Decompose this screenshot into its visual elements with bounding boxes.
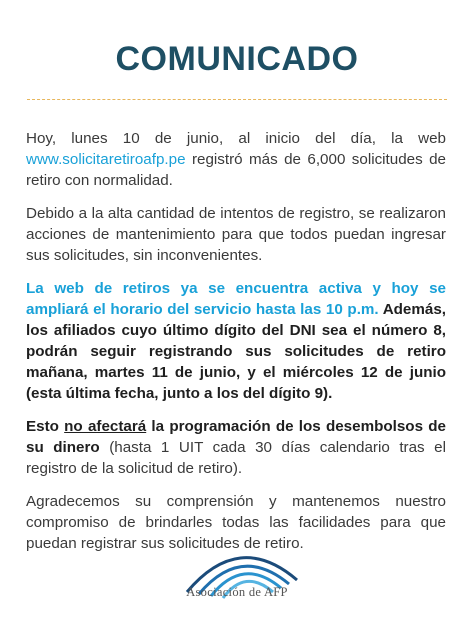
logo-text: Asociación de AFP xyxy=(186,585,288,599)
paragraph-4 xyxy=(26,416,446,479)
paragraph-1-text-a: Hoy, lunes 10 de junio, al inicio del día, la web xyxy=(26,130,446,147)
website-link[interactable]: www.solicitaretiroafp.pe xyxy=(26,151,186,168)
paragraph-3-bold: Además, los afiliados cuyo último dígito del DNI sea el número 8, podrán seguir registrando sus solicitudes de retiro mañana, martes 11 de junio, y el miércoles 12 de junio (esta última fecha, junto a los del dígito 9). xyxy=(26,301,447,402)
paragraph-4-bold-b: la programación de los desembolsos de su dinero xyxy=(26,418,446,456)
page-title: COMUNICADO xyxy=(115,40,359,78)
dashed-divider xyxy=(27,99,447,100)
announcement-body xyxy=(26,128,446,566)
paragraph-4-underlined: no afectará xyxy=(64,418,147,435)
paragraph-2: Debido a la alta cantidad de intentos de registro, se realizaron acciones de mantenimiento para que todos puedan ingresar sus solicitudes, sin inconvenientes. xyxy=(26,205,446,264)
paragraph-3-highlight: La web de retiros ya se encuentra activa y hoy se ampliará el horario del servicio hasta las 10 p.m. xyxy=(26,280,446,318)
paragraph-1 xyxy=(26,128,446,191)
paragraph-5: Agradecemos su comprensión y mantenemos nuestro compromiso de brindarles todas las facilidades para que puedan registrar sus solicitudes de retiro. xyxy=(26,493,446,552)
paragraph-4-bold-a: Esto xyxy=(26,418,65,435)
paragraph-4-normal: (hasta 1 UIT cada 30 días calendario tras el registro de la solicitud de retiro). xyxy=(26,439,447,477)
paragraph-1-text-b: registró más de 6,000 solicitudes de retiro con normalidad. xyxy=(26,151,446,189)
paragraph-3 xyxy=(26,278,446,404)
